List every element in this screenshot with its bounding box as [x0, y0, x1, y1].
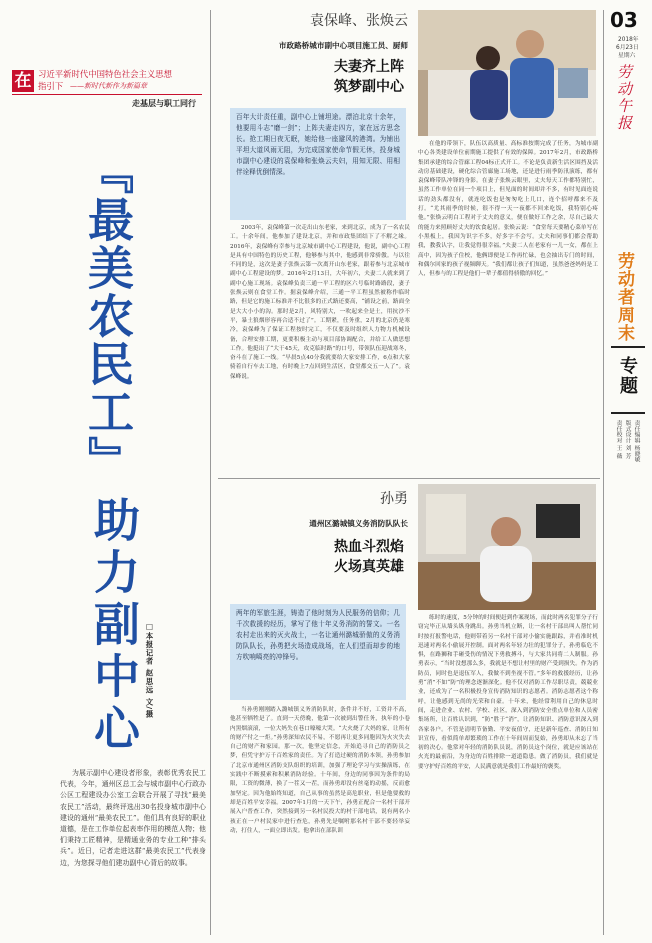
story1-photo — [418, 10, 596, 136]
story2-col1: 当孙勇刚刚踏入潞城镇义务消防队时，条件并不好，工资并不高，他甚至牺牲是了。直到一天傍晚，他第一次被到出警任务，执年的小卷内黑烟滚滚，一位大妈失在巷口嚎嚎大哭。“大火烧了大妈的家，让所有的财产付之一炬。”孙勇深知农民不易，不愿再让更多同胞因为火灾失去自己的财产和家园。那一次，他坚定信念，开始追寻自己的消防员之梦，但凭守护万千百姓家的责任。为了打造过硬的消防本领，孙勇参加了北京市通州区消防支队组织的培训，加强了理论学习与实操演练，在实践中不断摸索和积累消防经验。十年间，身边的同事因为条件的局限，工资的微薄，换了一茬又一茬，而孙勇却没有丝毫的动摇，反而愈加坚定。因为他始终知道，自己从事的虽然是高危职业，但是他要救的却是百姓平安幸福。2007年1月的一天下午，孙勇正配合一名村干部开展入户普查工作，突然接到另一名村民投大的村干部电话，说有两名小孩正在一户村民家中进行查危，孙勇先是嘱咐那名村干部不要轻举妄动，打住人，一面立即出发。他拿出在部队训 — [230, 707, 410, 834]
banner-line1: 习近平新时代中国特色社会主义思想 — [38, 69, 172, 79]
newspaper-logo: 劳动午报 — [615, 64, 633, 132]
editor-2: 版式设计 刘 芳 — [624, 420, 630, 459]
headline-sub: 助力副中心 — [87, 496, 141, 756]
headline-main: 『最美农民工』 — [81, 148, 135, 484]
story1-name: 袁保峰、张焕云 — [310, 13, 408, 29]
section-title: 劳动者周末 — [614, 252, 634, 342]
story1-title2: 筑梦副中心 — [334, 79, 404, 95]
banner-badge: 在 — [12, 70, 34, 92]
banner-slogan: ——新时代新作为新篇章 — [70, 82, 147, 90]
story2-title2: 火场真英雄 — [334, 559, 404, 575]
story1-role: 市政路桥城市副中心项目施工员、厨师 — [278, 41, 408, 50]
byline: □本报记者 赵思远 文/摄 — [145, 622, 154, 719]
banner-line2: 指引下 — [38, 81, 64, 91]
story2-header — [218, 484, 414, 584]
section-sub: 专题 — [617, 356, 638, 396]
banner-rule — [12, 94, 202, 95]
banner-line3: 走基层与职工同行 — [132, 99, 196, 108]
story1-col1: 2003年，袁保峰第一次走出山东老家，来到北京，成为了一名农民工。十余年间，他参加了建设北京，并和市政集团结下了不解之缘。2016年，袁保峰有幸参与北京城市副中心工程建设，他说，副中心工程是具有中国特色的历史工程，他够参与其中，他感到非常骄傲。与以往不同的是，这次是妻子张焕云第一次离开山东老家，跟着参与北京城市副中心工程建设的梦。2016年2月13日，大年初六，夫妻二人就来到了副中心施工现场。袁保峰负责三通一平工程的区六号临时路路段，妻子张焕云则在食堂工作。据袁保峰介绍，三通一平工程虽然被称作临时路，但是它的施工标准并不比很多的正式路还要高，“铺设之前，路面全是大大小小的沟。那时是2月，风特别大，一吹起来全是土，用抗沙不平，暴土狼烟形容再合适不过了”。工期紧，任务重，2月的北京仍是寒冷，袁保峰为了保证工程按时完工，不仅要及时组织人力物力机械设备，合理安排工期，更要积极主动与项目部协调配合，并给工人做思想工作。他挺出了“大干45天，攻克临时路”的口号，带领队伍迎战寒冬，奋斗在了施工一线。“早晨5点40分我就要给大家安排工作，6点和大家骑着自行车去工地，有时晚上7点回到生活区，食堂都交五一人了”。袁保峰说。 — [230, 225, 410, 380]
story2-summary: 两年的军旅生涯，铸造了他时刻为人民服务的信仰；几千次救援的经历，掌写了他十年义务消防的誓文。一名农村走出来的灭火战士，一名让通州潞城骄傲的义务消防队队长，孙勇把火场造成战场，在人们望而却步的地方吹响噶亮的冲锋号。 — [230, 604, 406, 700]
firefighter-photo-icon — [418, 484, 596, 610]
column-divider — [210, 10, 211, 935]
story1-summary: 百年大计责任重，副中心上铺坦途。漂泊北京十余年，他要用斗志“磨一剑”；上阵夫妻走四方，家在远方思念长。抢工期日夜无眠，她给他一座避风的港湾。为铺出平坦大道风雨无阻，为完成国家使命节假无休，投身城市副中心建设的袁保峰和张焕云夫妇，用知无限、用相伴诠释优倒情深。 — [230, 108, 406, 220]
page-date2: 6月23日 — [616, 45, 639, 51]
page-number: 03 — [610, 8, 638, 32]
story1-title1: 夫妻齐上阵 — [334, 59, 404, 75]
story-divider — [218, 478, 600, 479]
story1-header — [218, 10, 414, 102]
editor-3: 责任校对 王 薇 — [615, 420, 621, 459]
page-date: 2018年 — [618, 37, 639, 43]
story2-name: 孙勇 — [380, 491, 408, 507]
couple-photo-icon — [418, 10, 596, 136]
story2-role: 通州区潞城镇义务消防队队长 — [309, 519, 408, 528]
story2-title1: 热血斗烈焰 — [334, 539, 404, 555]
right-divider — [603, 10, 604, 935]
page-weekday: 星期六 — [618, 53, 636, 59]
intro-text: 为展示副中心建设者形象，表彰优秀农民工代表，今年，通州区总工会与城市副中心行政办公区工程建设办公室工会联合开展了寻找“最美农民工”活动，最终评选出30名投身城市副中心建设的通州“最美农民工”。他们具有良好的职业道德，是在工作单位起表率作用的模范人物；他们秉持工匠精神，是精通业务的专业工种“排头兵”。近日，记者走进这群“最美农民工”代表身边，为您探寻他们建功副中心背后的故事。 — [60, 769, 206, 867]
story1-col2: 在他的带领下，队伍以高质量、高标准按期完成了任务，为城市副中心各类建设单位前期施工提供了有效的保障。2017年2月，市政路桥集团承建的综合管廊工程04标正式开工。不论是负责新生活区围挡及活动房基础建设，硬化综合管廊施工场地，还是进行雨季防汛演练，都有袁保峰带队冲锋的身影。在妻子张焕云眼里，丈夫每天工作都特别忙，虽然工作单位在同一个项目上，但见面的时间却并不多，有时见面连说话的劲头都没有，就连吃饭也是匆匆吃上几口，连个招呼都来不及打。“尤其雨季的时候，很不得一天一夜都不回来吃饭，我特别心疼他。”张焕云明白工程对于丈夫的意义，便在做好工作之余，尽自己最大的能力来照顾好丈夫的饮食起居。张焕云说：“食堂每天要精心菜单写在小黑板上，我因为识字不多，好多字不会写。丈夫和同事们都会帮助我，教我认字，让我觉得很幸福。”夫妻二人在老家有一儿一女，都在上高中，因为孩子住校，他俩即便是工作再忙碌，也会抽出专门的时间，和偶尔回家的孩子视频聊天。“我们都让孩子们知道，虽然爸爸妈妈是工人，但参与的工程是他们一辈子都值得骄傲的回忆。” — [418, 141, 598, 278]
story2-col2: 练时的速度，5分钟的时间便赶到作案现场，而此时两名犯罪分子行窃完毕正从墙头纵身跳出。孙勇当机立断，让一名村干部出叫人帮忙同时按打报警电话，他则带着另一名村干部对小偷实施跟踪，并看准时机迅速对两名小偷展开控制。面对两名年轻力壮的犯罪分子，孙勇临危不惧，在路狮和手砸受伤的情况下勇救搏斗，与大家共同将二人制服。孙勇表示，“当时没想那么多，我就是不想让村里的财产受到损失。作为消防员，同时也是退伍军人，我做不到坐视不管。”多年的救援经历，让孙勇“消”不如“防”的理念逐渐深化。他不仅对消防工作尽职尽责，兢兢业业，还成为了一名积极投身宣传消防知识的志愿者。消防志愿者这个称呼，让他感到无尚的光荣和自豪。十年来，他经常利用自己的休息时间，走进企业、农村、学校、社区，深入到消防安全重点单位和人员密集场所，让百姓认识到，“防”胜于“消”，让消防知识、消防意识深入到各家各户。不管是清明节备勤、平安夜值守，还是新年巡查、消防日知识宣传，看似简单却繁琐的工作在十年间周而复始，孙勇却从未忘了当初的决心。他常对年轻的消防队员说，消防员这个岗位，就是应该站在火光的最前沿，为身边的百姓排除一道道隐患。做了消防员，我们就是要守护好百姓的平安，人民满意就是我们工作最好的褒奖。 — [418, 615, 598, 770]
editor-1: 责任编辑 杨晓敏 — [633, 420, 639, 463]
topic-banner — [8, 66, 204, 112]
story2-photo — [418, 484, 596, 610]
